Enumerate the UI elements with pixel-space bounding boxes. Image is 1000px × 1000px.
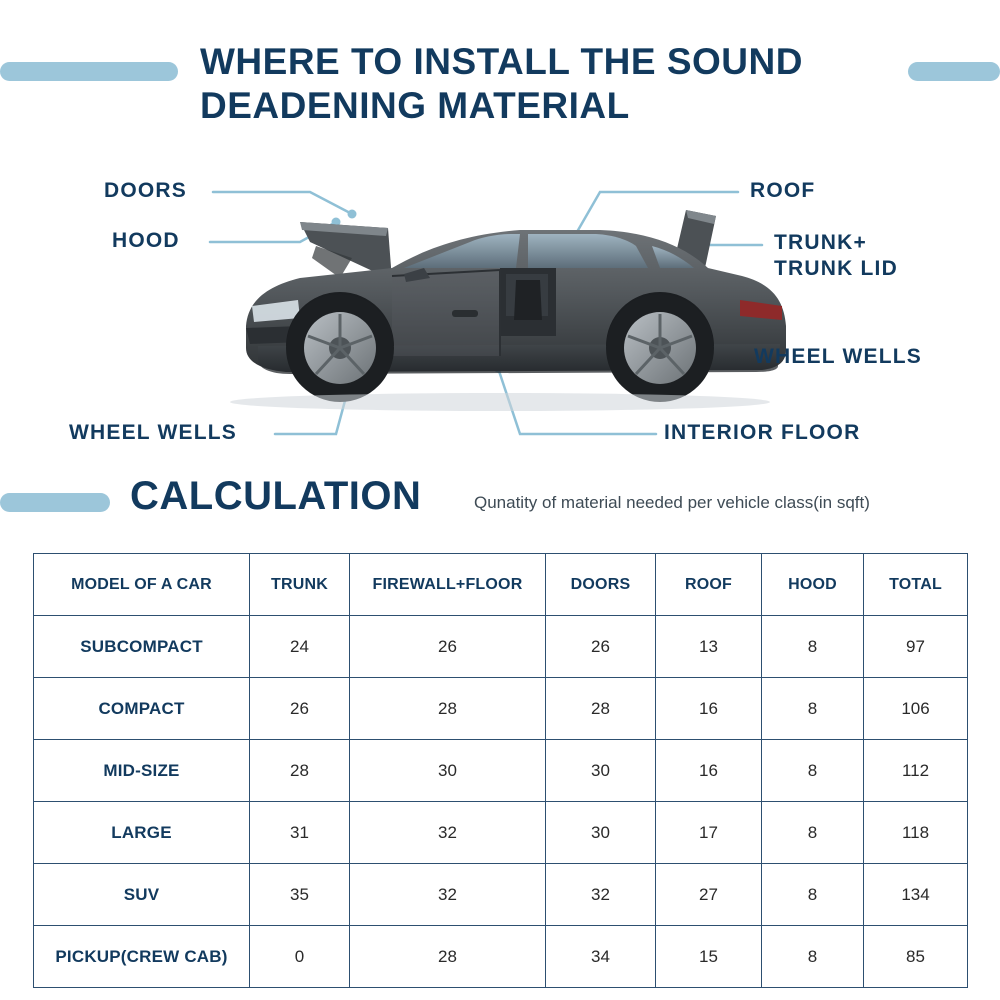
cell-roof: 17 bbox=[656, 802, 762, 864]
callout-trunk bbox=[774, 230, 898, 282]
callout-roof: ROOF bbox=[750, 179, 816, 202]
page-title: WHERE TO INSTALL THE SOUND DEADENING MATERIAL bbox=[200, 41, 803, 126]
cell-total: 134 bbox=[864, 864, 968, 926]
cell-firewall-floor: 32 bbox=[350, 864, 546, 926]
callout-doors: DOORS bbox=[104, 179, 188, 202]
col-roof: ROOF bbox=[656, 554, 762, 616]
col-total: TOTAL bbox=[864, 554, 968, 616]
col-model: MODEL OF A CAR bbox=[34, 554, 250, 616]
cell-model: SUBCOMPACT bbox=[34, 616, 250, 678]
header-accent-bar-left bbox=[0, 62, 178, 81]
callout-hood: HOOD bbox=[112, 229, 180, 252]
callout-wheel-wells-right: WHEEL WELLS bbox=[754, 345, 922, 368]
cell-firewall-floor: 32 bbox=[350, 802, 546, 864]
vehicle-diagram bbox=[0, 150, 1000, 470]
cell-model: MID-SIZE bbox=[34, 740, 250, 802]
table-row bbox=[34, 740, 968, 802]
cell-model: PICKUP(CREW CAB) bbox=[34, 926, 250, 988]
col-doors: DOORS bbox=[546, 554, 656, 616]
header bbox=[0, 40, 1000, 150]
calculation-header bbox=[0, 474, 1000, 533]
cell-roof: 27 bbox=[656, 864, 762, 926]
cell-total: 118 bbox=[864, 802, 968, 864]
cell-hood: 8 bbox=[762, 864, 864, 926]
col-hood: HOOD bbox=[762, 554, 864, 616]
material-quantity-table bbox=[33, 553, 968, 988]
cell-hood: 8 bbox=[762, 678, 864, 740]
cell-roof: 15 bbox=[656, 926, 762, 988]
cell-model: LARGE bbox=[34, 802, 250, 864]
cell-hood: 8 bbox=[762, 926, 864, 988]
material-table-wrap bbox=[33, 553, 967, 988]
cell-firewall-floor: 28 bbox=[350, 926, 546, 988]
callout-wheel-wells-left: WHEEL WELLS bbox=[69, 421, 237, 444]
cell-hood: 8 bbox=[762, 616, 864, 678]
cell-roof: 16 bbox=[656, 678, 762, 740]
cell-doors: 32 bbox=[546, 864, 656, 926]
cell-total: 97 bbox=[864, 616, 968, 678]
table-row bbox=[34, 678, 968, 740]
cell-trunk: 26 bbox=[250, 678, 350, 740]
cell-trunk: 24 bbox=[250, 616, 350, 678]
cell-doors: 34 bbox=[546, 926, 656, 988]
cell-roof: 16 bbox=[656, 740, 762, 802]
table-row bbox=[34, 616, 968, 678]
table-header-row bbox=[34, 554, 968, 616]
header-accent-bar-right bbox=[908, 62, 1000, 81]
calculation-subtitle: Qunatity of material needed per vehicle class(in sqft) bbox=[474, 493, 870, 512]
cell-trunk: 35 bbox=[250, 864, 350, 926]
table-row bbox=[34, 864, 968, 926]
cell-hood: 8 bbox=[762, 802, 864, 864]
table-row bbox=[34, 926, 968, 988]
calculation-accent-bar bbox=[0, 493, 110, 512]
cell-total: 112 bbox=[864, 740, 968, 802]
cell-trunk: 0 bbox=[250, 926, 350, 988]
cell-firewall-floor: 30 bbox=[350, 740, 546, 802]
cell-firewall-floor: 26 bbox=[350, 616, 546, 678]
calculation-title: CALCULATION bbox=[130, 474, 422, 518]
cell-hood: 8 bbox=[762, 740, 864, 802]
cell-trunk: 28 bbox=[250, 740, 350, 802]
cell-firewall-floor: 28 bbox=[350, 678, 546, 740]
cell-trunk: 31 bbox=[250, 802, 350, 864]
callout-trunk-line2: TRUNK LID bbox=[774, 257, 898, 280]
table-row bbox=[34, 802, 968, 864]
callout-trunk-line1: TRUNK+ bbox=[774, 231, 867, 254]
cell-roof: 13 bbox=[656, 616, 762, 678]
cell-total: 106 bbox=[864, 678, 968, 740]
cell-total: 85 bbox=[864, 926, 968, 988]
cell-doors: 26 bbox=[546, 616, 656, 678]
cell-doors: 30 bbox=[546, 802, 656, 864]
cell-doors: 30 bbox=[546, 740, 656, 802]
callout-interior-floor: INTERIOR FLOOR bbox=[664, 421, 861, 444]
col-firewall-floor: FIREWALL+FLOOR bbox=[350, 554, 546, 616]
cell-model: SUV bbox=[34, 864, 250, 926]
col-trunk: TRUNK bbox=[250, 554, 350, 616]
cell-doors: 28 bbox=[546, 678, 656, 740]
cell-model: COMPACT bbox=[34, 678, 250, 740]
